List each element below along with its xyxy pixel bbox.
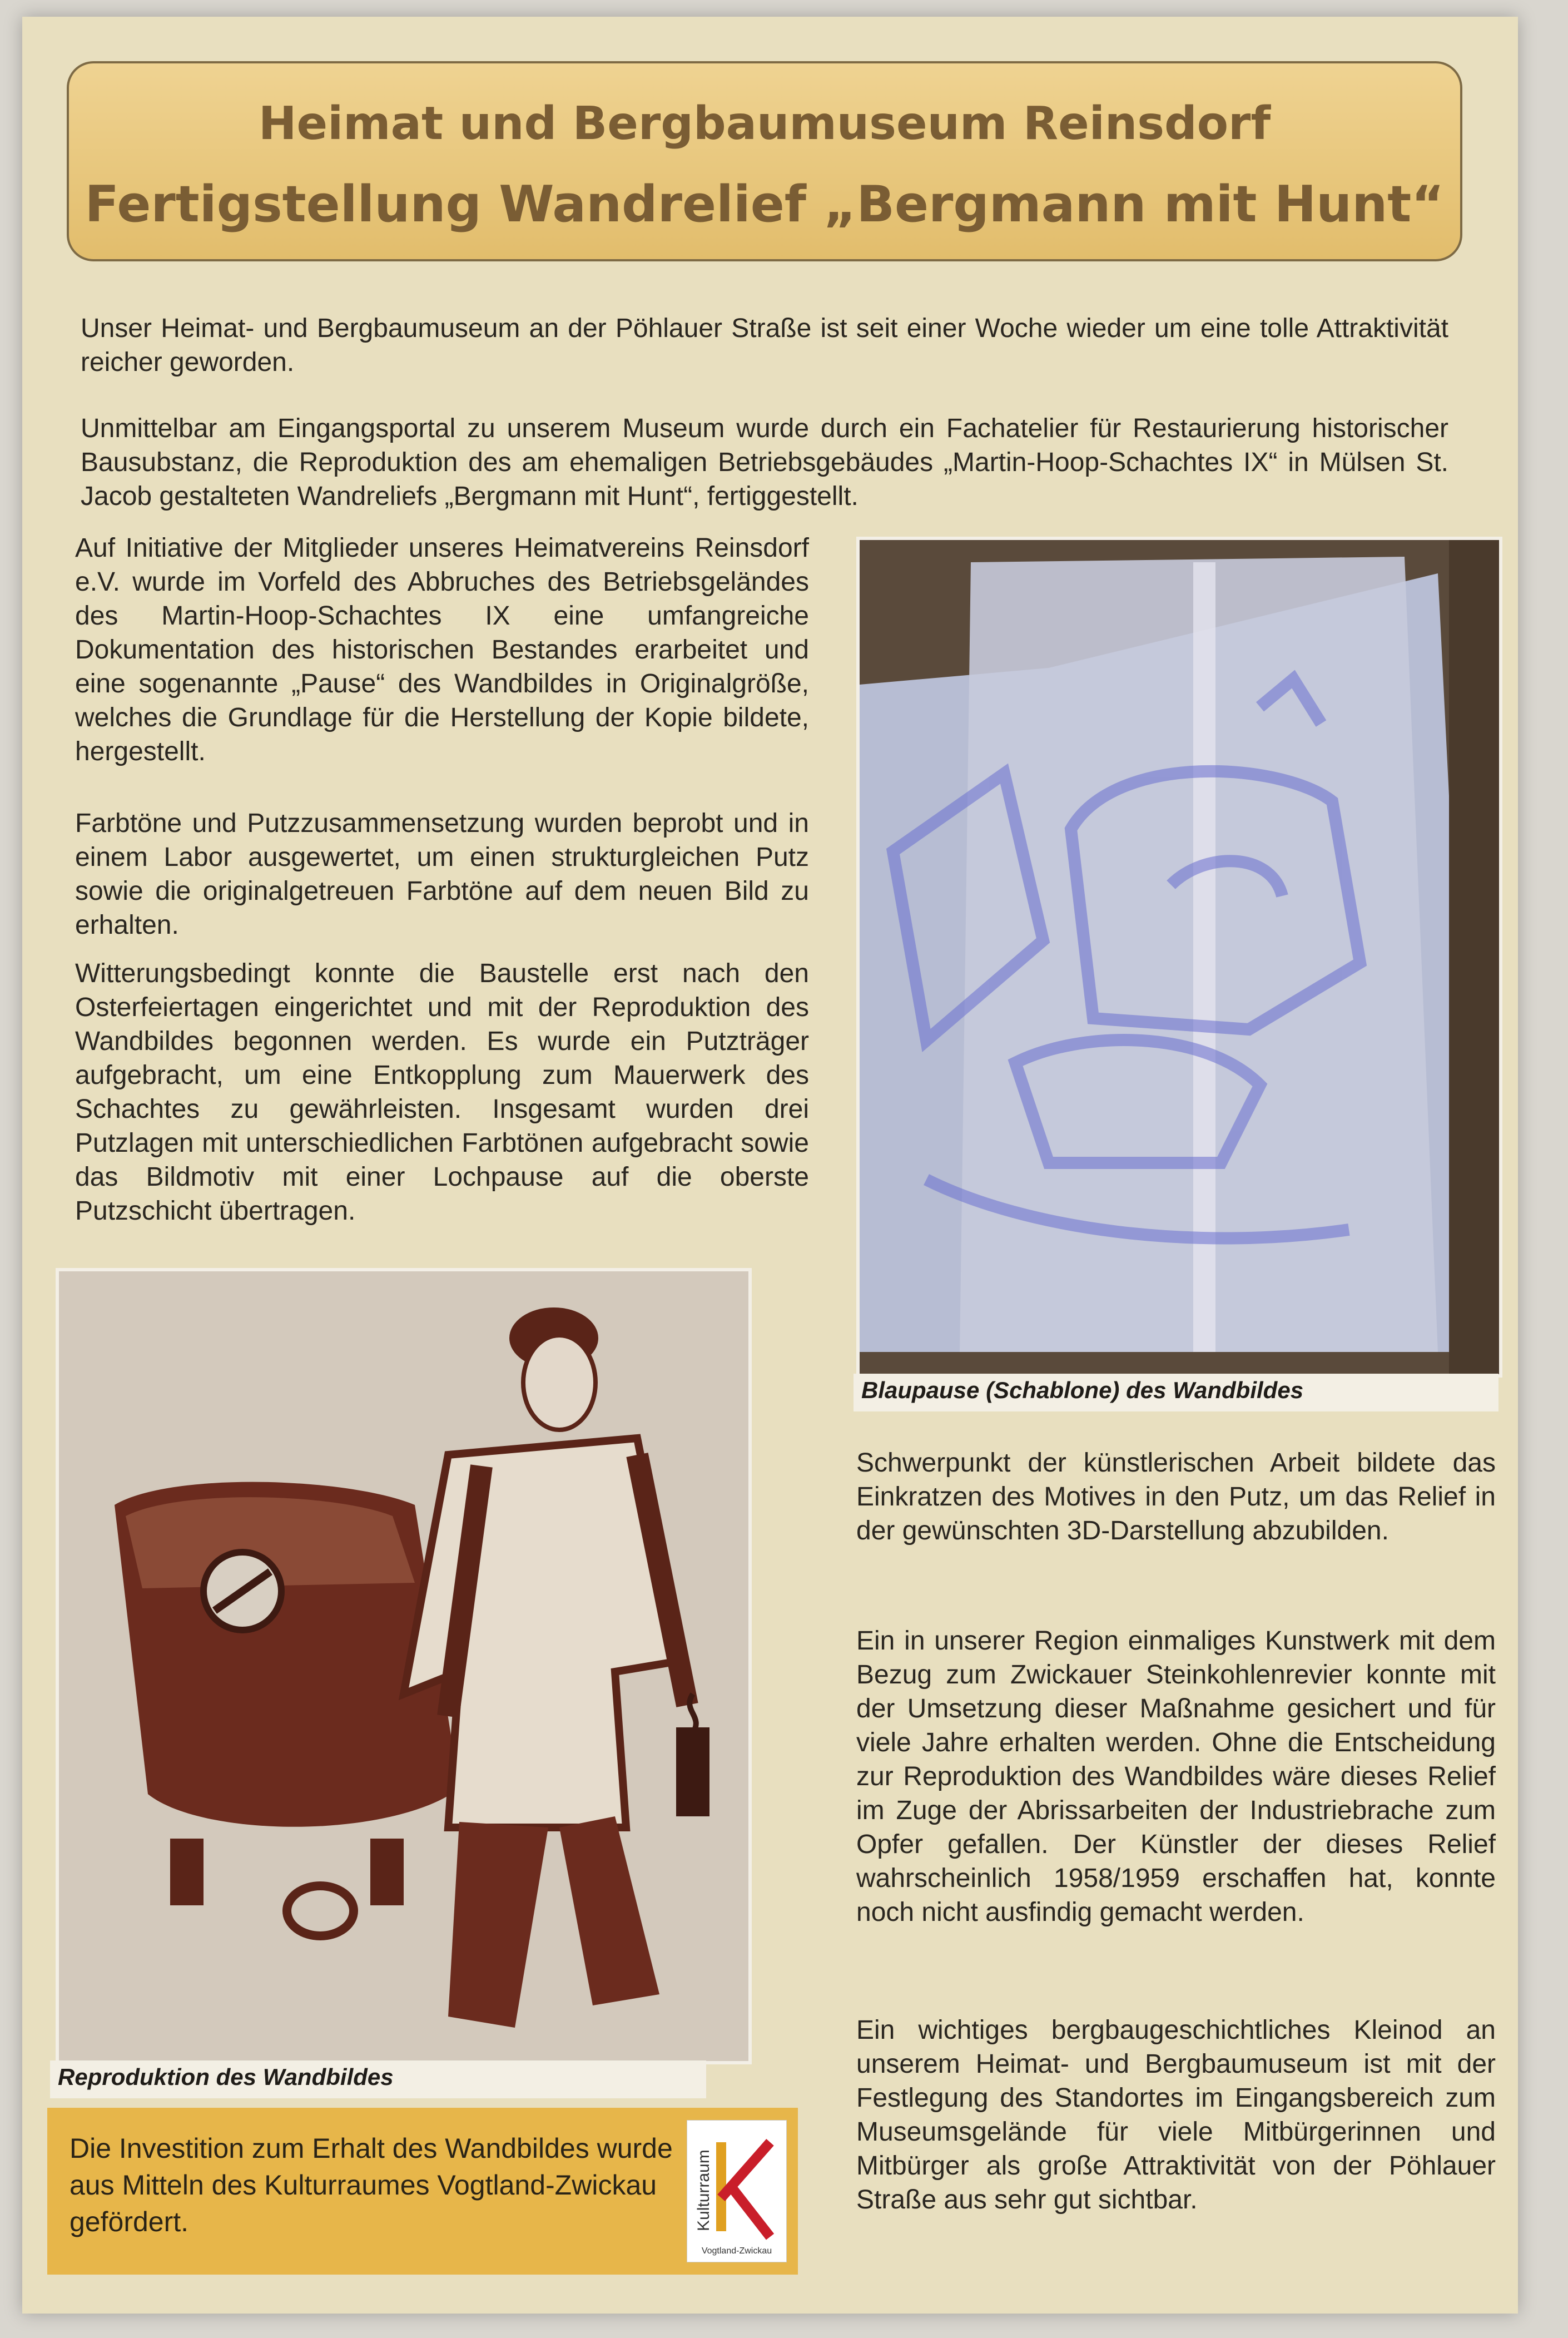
- logo-sub-text: Vogtland-Zwickau: [701, 2246, 772, 2256]
- title-banner: [67, 61, 1462, 261]
- logo-vertical-text: Kulturraum: [694, 2149, 713, 2231]
- intro-paragraph-2: Unmittelbar am Eingangsportal zu unserem Museum wurde durch ein Fachatelier für Restaurierung historischer Bausubstanz, die Reproduktion des am ehemaligen Betriebsgebäudes „Martin-Hoop-Schachtes IX“ in Mülsen St. Jacob gestalteten Wandreliefs „Bergmann mit Hunt“, fertiggestellt.: [81, 414, 1448, 511]
- poster: [22, 17, 1518, 2314]
- relief-photo: [56, 1268, 752, 2064]
- relief-caption: Reproduktion des Wandbildes: [50, 2060, 706, 2098]
- left-paragraph-3: Witterungsbedingt konnte die Baustelle erst nach den Osterfeiertagen eingerichtet und mit der Reproduktion des Wandbildes begonnen werden. Es wurde ein Putzträger aufgebracht, um eine Entkopplung zum Mauerwerk des Schachtes zu gewährleisten. Insgesamt wurden drei Putzlagen mit unterschiedlichen Farbtönen aufgebracht sowie das Bildmotiv mit einer Lochpause auf die oberste Putzschicht übertragen.: [75, 959, 809, 1226]
- blueprint-photo: [856, 537, 1502, 1378]
- right-paragraph-3: Ein wichtiges bergbaugeschichtliches Kleinod an unserem Heimat- und Bergbaumuseum ist mit der Festlegung des Standortes im Eingangsbereich zum Museumsgelände für viele Mitbürgerinnen und Mitbürger als große Attraktivität von der Pöhlauer Straße aus sehr gut sichtbar.: [856, 2015, 1496, 2215]
- funding-box: [47, 2108, 798, 2275]
- intro-paragraph-1: Unser Heimat- und Bergbaumuseum an der Pöhlauer Straße ist seit einer Woche wieder um eine tolle Attraktivität reicher geworden.: [81, 314, 1448, 377]
- right-paragraph-1: Schwerpunkt der künstlerischen Arbeit bildete das Einkratzen des Motives in den Putz, um das Relief in der gewünschten 3D-Darstellung abzubilden.: [856, 1448, 1496, 1546]
- right-paragraph-2: Ein in unserer Region einmaliges Kunstwerk mit dem Bezug zum Zwickauer Steinkohlenrevier konnte mit der Umsetzung dieser Maßnahme gesichert und für viele Jahre erhalten werden. Ohne die Entscheidung zur Reproduktion des Wandbildes wäre dieses Relief im Zuge der Abrissarbeiten der Industriebrache zum Opfer gefallen. Der Künstler der dieses Relief wahrscheinlich 1958/1959 erschaffen hat, konnte noch nicht ausfindig gemacht werden.: [856, 1626, 1496, 1927]
- blueprint-caption: Blaupause (Schablone) des Wandbildes: [854, 1374, 1498, 1411]
- kulturraum-logo: [687, 2120, 787, 2262]
- funding-text: Die Investition zum Erhalt des Wandbildes wurde aus Mitteln des Kulturraumes Vogtland-Zwickau gefördert.: [70, 2133, 673, 2237]
- left-paragraph-2: Farbtöne und Putzzusammensetzung wurden beprobt und in einem Labor ausgewertet, um einen strukturgleichen Putz sowie die originalgetreuen Farbtöne auf dem neuen Bild zu erhalten.: [75, 809, 809, 940]
- museum-title: Heimat und Bergbaumuseum Reinsdorf: [258, 97, 1271, 150]
- relief-subtitle: Fertigstellung Wandrelief „Bergmann mit Hunt“: [85, 175, 1445, 234]
- left-paragraph-1: Auf Initiative der Mitglieder unseres Heimatvereins Reinsdorf e.V. wurde im Vorfeld des Abbruches des Betriebsgeländes des Martin-Hoop-Schachtes IX eine umfangreiche Dokumentation des historischen Bestandes erarbeitet und eine sogenannte „Pause“ des Wandbildes in Originalgröße, welches die Grundlage für die Herstellung der Kopie bildete, hergestellt.: [75, 533, 809, 766]
